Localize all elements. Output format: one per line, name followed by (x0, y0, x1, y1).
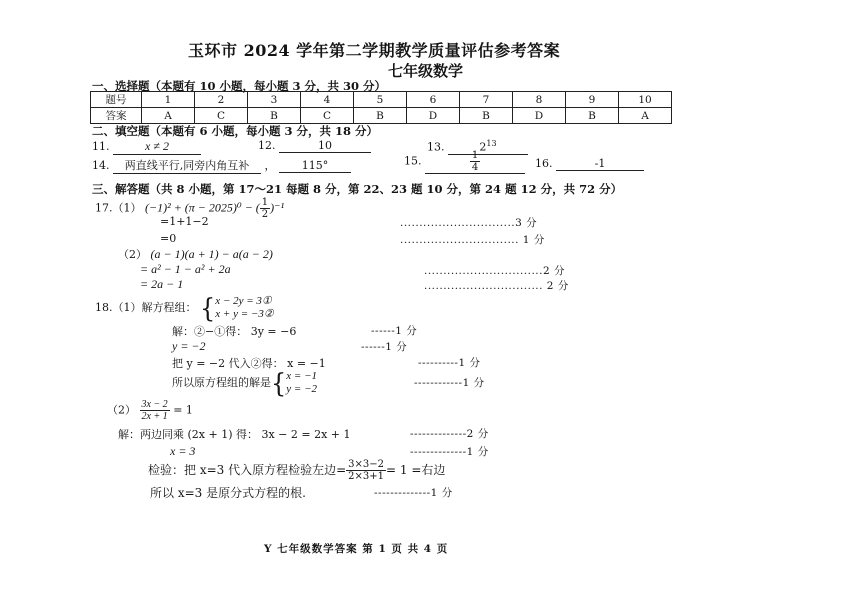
table-cell: 10 (619, 92, 672, 108)
q11 (92, 139, 201, 155)
page-subtitle: 七年级数学 (388, 62, 464, 80)
q18-sol-a-score: ------1 分 (371, 325, 418, 337)
q16-number: 16. (535, 157, 553, 170)
q18-sol-a: 解：②−①得： 3y = −6 (172, 325, 297, 338)
table-cell: C (301, 108, 354, 124)
q14 (92, 157, 351, 174)
q18-sol-c-score: ----------1 分 (418, 357, 481, 369)
q18-check-den: 2×3+1 (348, 471, 385, 482)
table-cell: B (460, 108, 513, 124)
q17-step1: =1+1−2 (160, 215, 209, 228)
q18-conclusion: 所以 x=3 是原分式方程的根. (150, 486, 306, 500)
q15-number: 15. (404, 154, 422, 168)
table-cell: D (513, 108, 566, 124)
q11-answer: x ≠ 2 (113, 139, 201, 155)
q12-answer: 10 (279, 139, 371, 153)
q18-check (148, 459, 445, 482)
q17-part2-expr: (a − 1)(a + 1) − a(a − 2) (150, 247, 273, 261)
q17-step4: = 2a − 1 (140, 277, 184, 291)
q14-number: 14. (92, 159, 110, 172)
q18-sol-f-score: --------------1 分 (410, 446, 489, 458)
q18-sol-d-x: x = −1 (286, 370, 318, 382)
q15-numerator: 1 (471, 150, 479, 161)
q18-eq2: x + y = −3② (215, 308, 274, 320)
table-cell: 3 (248, 92, 301, 108)
section2-heading: 二、填空题（本题有 6 小题，每小题 3 分，共 18 分） (92, 124, 379, 138)
q17-step2: =0 (160, 232, 177, 245)
section3-heading: 三、解答题（共 8 小题，第 17～21 每题 8 分，第 22、23 题 10 分，第 24 题 12 分，共 72 分） (92, 182, 623, 196)
q17-step3-score: ...............................2 分 (424, 265, 565, 277)
table-row (91, 92, 672, 108)
q17-part1-expr: (−1)² + (π − 2025)⁰ − ( (145, 200, 260, 215)
q14-separator: ， (264, 159, 276, 172)
q16 (535, 157, 644, 171)
q18-sol-d: 所以原方程组的解是{ x = −1 y = −2 (172, 367, 318, 399)
q12-number: 12. (258, 139, 276, 152)
section1-heading: 一、选择题（本题有 10 小题，每小题 3 分，共 30 分） (92, 79, 387, 93)
q18-part1: 18.（1）解方程组： { x − 2y = 3① x + y = −3② (95, 292, 274, 324)
table-cell: C (195, 108, 248, 124)
q18-sol-f: x = 3 (170, 444, 196, 458)
table-cell: 2 (195, 92, 248, 108)
q15-denominator: 4 (471, 162, 479, 173)
q17-step4-score: ............................... 2 分 (424, 280, 569, 292)
q18-sol-e-score: --------------2 分 (410, 428, 489, 440)
table-cell: 7 (460, 92, 513, 108)
q18-conclusion-score: --------------1 分 (374, 487, 453, 499)
q18-sol-c: 把 y = −2 代入②得： x = −1 (172, 357, 326, 370)
q18-sol-b: y = −2 (172, 339, 206, 353)
q16-answer: -1 (556, 157, 644, 171)
q14-answer-1: 两直线平行,同旁内角互补 (113, 157, 261, 174)
q18-sol-e: 解：两边同乘 (2x + 1) 得： 3x − 2 = 2x + 1 (118, 428, 351, 441)
q18-check-num: 3×3−2 (348, 459, 385, 470)
q18-check-pre: 检验：把 x=3 代入原方程检验左边= (148, 463, 347, 477)
q11-number: 11. (92, 140, 110, 153)
table-cell: 8 (513, 92, 566, 108)
table-cell: B (248, 108, 301, 124)
table-cell: A (619, 108, 672, 124)
table-cell: B (354, 108, 407, 124)
table-header-cell: 题号 (91, 92, 142, 108)
q13-exponent: 13 (486, 139, 497, 148)
q18-sol-d-score: ------------1 分 (414, 377, 485, 389)
page-footer: Y 七年级数学答案 第 1 页 共 4 页 (264, 543, 449, 555)
q13-base: 2 (479, 140, 487, 154)
table-cell: A (142, 108, 195, 124)
q17-part1-den: 2 (261, 209, 269, 220)
table-row (91, 108, 672, 124)
q18-part1-label: 18.（1）解方程组： (95, 301, 197, 314)
q14-answer-2: 115° (279, 159, 351, 173)
page-title: 玉环市 2024 学年第二学期教学质量评估参考答案 (188, 41, 561, 60)
q17-step2-score: ............................... 1 分 (400, 234, 545, 246)
table-cell: 1 (142, 92, 195, 108)
q18-sol-d-y: y = −2 (286, 383, 318, 395)
q18-part2-tail: = 1 (173, 403, 193, 417)
table-cell: D (407, 108, 460, 124)
q12 (258, 139, 371, 153)
q18-check-post: = 1 =右边 (386, 463, 446, 477)
q18-sol-b-score: ------1 分 (361, 341, 408, 353)
q18-part2 (107, 399, 193, 422)
answer-table (90, 91, 672, 124)
q17-step1-score: ..............................3 分 (400, 217, 538, 229)
table-cell: 9 (566, 92, 619, 108)
q17-part1-num: 1 (261, 197, 269, 208)
q17-part2 (118, 246, 273, 262)
q18-part2-num: 3x − 2 (141, 399, 168, 410)
q18-part2-den: 2x + 1 (141, 411, 168, 422)
q15 (404, 150, 525, 174)
table-cell: 4 (301, 92, 354, 108)
table-header-cell: 答案 (91, 108, 142, 124)
q18-eq1: x − 2y = 3① (215, 295, 272, 307)
q17-step3: = a² − 1 − a² + 2a (140, 262, 231, 276)
q17-part1-tail: )⁻¹ (270, 200, 285, 215)
q13-number: 13. (427, 140, 445, 154)
table-cell: 5 (354, 92, 407, 108)
q17-part2-label: （2） (118, 248, 147, 261)
q18-sol-d-text: 所以原方程组的解是 (172, 376, 271, 389)
table-cell: 6 (407, 92, 460, 108)
q17-part1-label: 17.（1） (95, 201, 142, 215)
q18-part2-label: （2） (107, 403, 136, 417)
table-cell: B (566, 108, 619, 124)
